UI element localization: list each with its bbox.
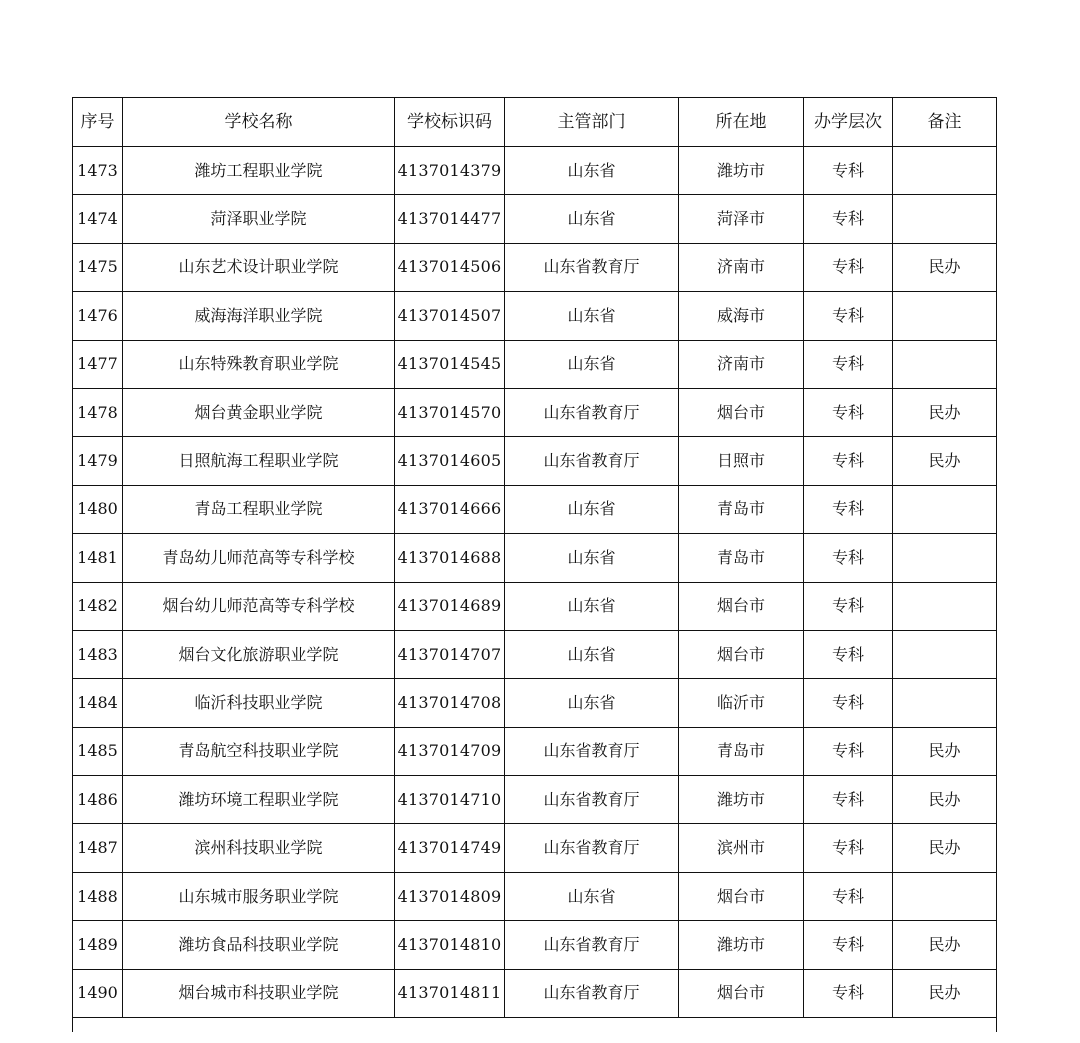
header-school-code: 学校标识码 — [395, 98, 505, 147]
cell-level: 专科 — [804, 485, 893, 533]
cell-index: 1489 — [73, 921, 123, 969]
cell-school-name: 山东特殊教育职业学院 — [123, 340, 395, 388]
cell-level: 专科 — [804, 292, 893, 340]
cell-note — [893, 485, 997, 533]
cell-location: 济南市 — [679, 340, 804, 388]
table-row — [73, 388, 997, 436]
cell-location: 潍坊市 — [679, 776, 804, 824]
cell-location: 烟台市 — [679, 630, 804, 678]
cell-level: 专科 — [804, 243, 893, 291]
cell-department: 山东省教育厅 — [505, 388, 679, 436]
table-row — [73, 534, 997, 582]
cell-school-name: 临沂科技职业学院 — [123, 679, 395, 727]
cell-school-code: 4137014570 — [395, 388, 505, 436]
cell-department: 山东省 — [505, 485, 679, 533]
header-row — [73, 98, 997, 147]
cell-school-name: 威海海洋职业学院 — [123, 292, 395, 340]
cell-department: 山东省 — [505, 872, 679, 920]
cell-school-name: 滨州科技职业学院 — [123, 824, 395, 872]
cell-note — [893, 679, 997, 727]
cell-location: 青岛市 — [679, 485, 804, 533]
cell-school-code: 4137014605 — [395, 437, 505, 485]
cell-school-code: 4137014749 — [395, 824, 505, 872]
cell-department: 山东省 — [505, 340, 679, 388]
cell-level: 专科 — [804, 921, 893, 969]
cell-level: 专科 — [804, 679, 893, 727]
cell-school-name: 烟台城市科技职业学院 — [123, 969, 395, 1017]
cell-school-code: 4137014506 — [395, 243, 505, 291]
cell-index: 1485 — [73, 727, 123, 775]
cell-level: 专科 — [804, 630, 893, 678]
cell-level: 专科 — [804, 534, 893, 582]
cell-school-code: 4137014710 — [395, 776, 505, 824]
table-row — [73, 630, 997, 678]
cell-note: 民办 — [893, 824, 997, 872]
table-row — [73, 147, 997, 195]
cell-school-code: 4137014810 — [395, 921, 505, 969]
table-body — [73, 147, 997, 1033]
cell-location: 潍坊市 — [679, 921, 804, 969]
cell-school-code: 4137014507 — [395, 292, 505, 340]
cell-location: 日照市 — [679, 437, 804, 485]
cell-department: 山东省 — [505, 292, 679, 340]
cell-index: 1482 — [73, 582, 123, 630]
cell-note — [893, 292, 997, 340]
header-note: 备注 — [893, 98, 997, 147]
cell-note — [893, 340, 997, 388]
table-row — [73, 582, 997, 630]
cell-school-name: 日照航海工程职业学院 — [123, 437, 395, 485]
cell-note: 民办 — [893, 243, 997, 291]
cell-index: 1487 — [73, 824, 123, 872]
school-list-table — [72, 97, 997, 1032]
cell-note: 民办 — [893, 388, 997, 436]
table-row — [73, 727, 997, 775]
cell-index: 1486 — [73, 776, 123, 824]
cell-level: 专科 — [804, 824, 893, 872]
cell-location: 济南市 — [679, 243, 804, 291]
table-row-continuation — [73, 1018, 997, 1033]
cell-index: 1477 — [73, 340, 123, 388]
header-location: 所在地 — [679, 98, 804, 147]
header-index: 序号 — [73, 98, 123, 147]
cell-note — [893, 147, 997, 195]
cell-department: 山东省教育厅 — [505, 969, 679, 1017]
cell-level: 专科 — [804, 340, 893, 388]
cell-school-code: 4137014477 — [395, 195, 505, 243]
cell-location: 青岛市 — [679, 727, 804, 775]
cell-location: 威海市 — [679, 292, 804, 340]
cell-school-code: 4137014707 — [395, 630, 505, 678]
cell-note: 民办 — [893, 437, 997, 485]
cell-level: 专科 — [804, 147, 893, 195]
cell-level: 专科 — [804, 872, 893, 920]
cell-index: 1490 — [73, 969, 123, 1017]
cell-index: 1474 — [73, 195, 123, 243]
cell-level: 专科 — [804, 437, 893, 485]
cell-department: 山东省教育厅 — [505, 824, 679, 872]
cell-level: 专科 — [804, 582, 893, 630]
cell-level: 专科 — [804, 388, 893, 436]
cell-school-name: 青岛幼儿师范高等专科学校 — [123, 534, 395, 582]
cell-department: 山东省 — [505, 534, 679, 582]
cell-department: 山东省教育厅 — [505, 727, 679, 775]
cell-school-name: 山东城市服务职业学院 — [123, 872, 395, 920]
cell-note — [893, 534, 997, 582]
table-row — [73, 679, 997, 727]
cell-note — [893, 582, 997, 630]
cell-department: 山东省教育厅 — [505, 243, 679, 291]
cell-index: 1478 — [73, 388, 123, 436]
cell-level: 专科 — [804, 776, 893, 824]
cell-school-name: 烟台黄金职业学院 — [123, 388, 395, 436]
cell-location: 滨州市 — [679, 824, 804, 872]
cell-index: 1479 — [73, 437, 123, 485]
cell-level: 专科 — [804, 727, 893, 775]
cell-index: 1481 — [73, 534, 123, 582]
table-row — [73, 776, 997, 824]
header-school-name: 学校名称 — [123, 98, 395, 147]
cell-note: 民办 — [893, 921, 997, 969]
cell-note — [893, 872, 997, 920]
cell-school-code: 4137014708 — [395, 679, 505, 727]
cell-note — [893, 195, 997, 243]
cell-department: 山东省教育厅 — [505, 921, 679, 969]
table-row — [73, 824, 997, 872]
cell-level: 专科 — [804, 195, 893, 243]
cell-department: 山东省 — [505, 147, 679, 195]
table-row — [73, 872, 997, 920]
cell-level: 专科 — [804, 969, 893, 1017]
cell-school-name: 烟台幼儿师范高等专科学校 — [123, 582, 395, 630]
table-row — [73, 243, 997, 291]
cell-school-code: 4137014379 — [395, 147, 505, 195]
cell-location: 烟台市 — [679, 388, 804, 436]
cell-school-code: 4137014666 — [395, 485, 505, 533]
cell-index: 1475 — [73, 243, 123, 291]
table-row — [73, 969, 997, 1017]
cell-location: 烟台市 — [679, 872, 804, 920]
cell-school-code: 4137014688 — [395, 534, 505, 582]
cell-school-name: 青岛航空科技职业学院 — [123, 727, 395, 775]
cell-school-name: 潍坊食品科技职业学院 — [123, 921, 395, 969]
table-row — [73, 921, 997, 969]
cell-department: 山东省 — [505, 630, 679, 678]
cell-school-code: 4137014545 — [395, 340, 505, 388]
cell-school-name: 烟台文化旅游职业学院 — [123, 630, 395, 678]
table-row — [73, 292, 997, 340]
cell-school-name: 潍坊环境工程职业学院 — [123, 776, 395, 824]
cell-school-code: 4137014811 — [395, 969, 505, 1017]
cell-school-name: 潍坊工程职业学院 — [123, 147, 395, 195]
cell-note: 民办 — [893, 776, 997, 824]
cell-school-name: 山东艺术设计职业学院 — [123, 243, 395, 291]
cell-location: 烟台市 — [679, 582, 804, 630]
cell-school-code: 4137014809 — [395, 872, 505, 920]
cell-index: 1484 — [73, 679, 123, 727]
cell-index: 1473 — [73, 147, 123, 195]
table-row — [73, 195, 997, 243]
cell-location: 菏泽市 — [679, 195, 804, 243]
table-row — [73, 340, 997, 388]
cell-location: 临沂市 — [679, 679, 804, 727]
cell-school-name: 菏泽职业学院 — [123, 195, 395, 243]
cell-note — [893, 630, 997, 678]
cell-note: 民办 — [893, 969, 997, 1017]
header-department: 主管部门 — [505, 98, 679, 147]
cell-index: 1476 — [73, 292, 123, 340]
cell-department: 山东省 — [505, 195, 679, 243]
continuation-cell — [73, 1018, 997, 1033]
cell-department: 山东省教育厅 — [505, 776, 679, 824]
cell-index: 1480 — [73, 485, 123, 533]
cell-school-name: 青岛工程职业学院 — [123, 485, 395, 533]
cell-index: 1488 — [73, 872, 123, 920]
cell-school-code: 4137014709 — [395, 727, 505, 775]
table-row — [73, 485, 997, 533]
cell-location: 烟台市 — [679, 969, 804, 1017]
header-level: 办学层次 — [804, 98, 893, 147]
cell-school-code: 4137014689 — [395, 582, 505, 630]
cell-note: 民办 — [893, 727, 997, 775]
cell-department: 山东省 — [505, 679, 679, 727]
cell-location: 青岛市 — [679, 534, 804, 582]
table-row — [73, 437, 997, 485]
cell-department: 山东省 — [505, 582, 679, 630]
cell-location: 潍坊市 — [679, 147, 804, 195]
cell-department: 山东省教育厅 — [505, 437, 679, 485]
cell-index: 1483 — [73, 630, 123, 678]
